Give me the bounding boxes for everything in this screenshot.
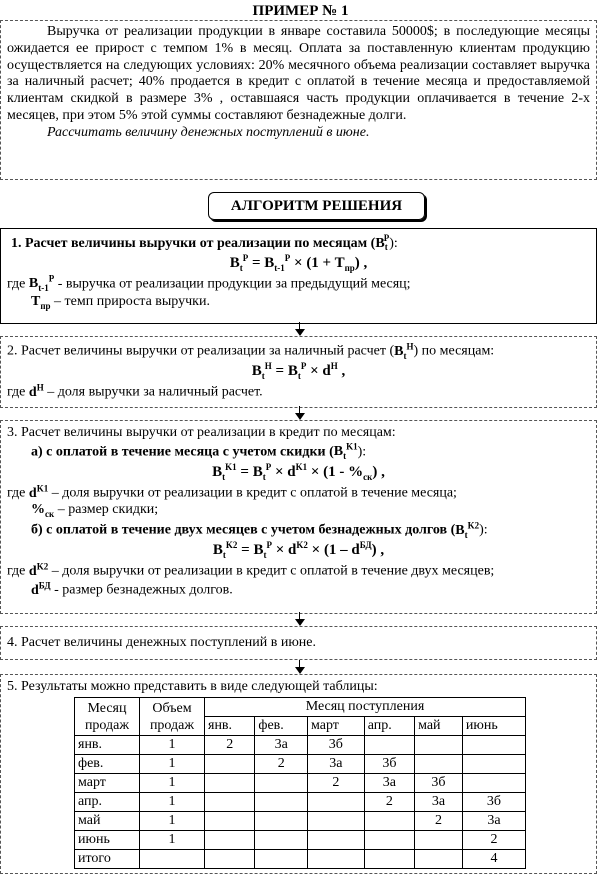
step4-box (0, 626, 597, 660)
step2-box (0, 336, 597, 408)
table-cell (462, 736, 525, 755)
row-label: май (75, 812, 140, 831)
table-cell: 3б (308, 736, 365, 755)
table-row (75, 812, 526, 831)
row-volume (140, 850, 205, 869)
header-volume: Объем продаж (140, 698, 205, 736)
month-header-cell: фев. (255, 717, 308, 736)
step2-def1: где $d^H$ – доля выручки за наличный расчет. (7, 382, 263, 400)
problem-task: Рассчитать величину денежных поступлений в июне. (47, 124, 370, 140)
row-label: янв. (75, 736, 140, 755)
table-cell (205, 812, 255, 831)
table-cell: 2 (308, 774, 365, 793)
row-label: фев. (75, 755, 140, 774)
row-volume: 1 (140, 736, 205, 755)
table-cell (255, 793, 308, 812)
month-header-cell: июнь (462, 717, 525, 736)
step3-box (0, 420, 597, 614)
problem-box (0, 20, 597, 180)
table-cell (255, 812, 308, 831)
table-cell: 3а (308, 755, 365, 774)
step1-def1: где $B_{t-1}^P$ - выручка от реализации продукции за предыдущий месяц; (7, 273, 411, 294)
table-cell: 3а (462, 812, 525, 831)
step3-def2: $\%_{ск}$ – размер скидки; (31, 502, 159, 520)
table-cell (308, 850, 365, 869)
table-cell (255, 774, 308, 793)
step3-def1: где $d^{K1}$ – доля выручки от реализации в кредит с оплатой в течение месяца; (7, 482, 457, 501)
row-volume: 1 (140, 793, 205, 812)
table-row (75, 831, 526, 850)
step2-heading: 2. Расчет величины выручки от реализации за наличный расчет $(B_t^H)$ по месяцам: (7, 341, 495, 361)
arrow-down-icon (295, 660, 305, 674)
table-cell (205, 774, 255, 793)
problem-text: Выручка от реализации продукции в январе составила 50000$; в последующие месяцы ожидается ее прирост с темпом 1% в месяц. Оплата за поставленную клиентам продукцию осуществляется на следующих условиях: 20% месячного объема реализации составляет выручка за наличный расчет; 40% продается в кредит с оплатой в течение месяца и предоставляемой клиентам скидкой в размере 3% , оставшаяся часть продукции оплачивается в течение 2-х месяцев, при этом 5% этой суммы составляют безнадежные долги. (7, 24, 590, 123)
table-cell (205, 850, 255, 869)
table-cell (415, 736, 463, 755)
table-row (75, 774, 526, 793)
table-cell (255, 850, 308, 869)
step5-heading: 5. Результаты можно представить в виде следующей таблицы: (7, 679, 378, 694)
table-cell: 3а (415, 793, 463, 812)
table-cell (462, 755, 525, 774)
table-row (75, 755, 526, 774)
table-cell: 3б (364, 755, 414, 774)
step1-def2: $T_{пр}$ – темп прироста выручки. (31, 293, 210, 311)
table-cell (205, 831, 255, 850)
row-label: июнь (75, 831, 140, 850)
step3-formula-a: $B_t^{K1} = B_t^P \times d^{K1} \times (1 - \%_{ск})$ , (212, 462, 385, 483)
arrow-down-icon (295, 612, 305, 626)
step4-heading: 4. Расчет величины денежных поступлений в июне. (7, 635, 316, 650)
table-cell (205, 755, 255, 774)
arrow-down-icon (295, 406, 305, 420)
table-cell (462, 774, 525, 793)
table-cell (205, 793, 255, 812)
table-cell (364, 850, 414, 869)
algorithm-label: АЛГОРИТМ РЕШЕНИЯ (208, 192, 425, 220)
table-cell: 3а (255, 736, 308, 755)
table-cell: 3а (364, 774, 414, 793)
table-cell: 2 (364, 793, 414, 812)
table-cell (308, 831, 365, 850)
month-header-cell: март (308, 717, 365, 736)
row-label: итого (75, 850, 140, 869)
step1-box (0, 228, 597, 324)
step1-formula: $B_t^P = B_{t-1}^P \times (1 + T_{пр})$ , (229, 252, 368, 273)
table-cell: 4 (462, 850, 525, 869)
table-cell (364, 831, 414, 850)
header-receipts: Месяц поступления (205, 698, 526, 717)
table-cell (308, 812, 365, 831)
table-cell (308, 793, 365, 812)
table-cell (255, 831, 308, 850)
step3-b: б) с оплатой в течение двух месяцев с учетом безнадежных долгов $(B_t^{K2})$: (31, 519, 488, 540)
table-cell: 2 (415, 812, 463, 831)
results-table (74, 697, 526, 869)
row-volume: 1 (140, 774, 205, 793)
table-cell: 2 (255, 755, 308, 774)
table-cell: 3б (462, 793, 525, 812)
table-cell (415, 755, 463, 774)
step3-heading: 3. Расчет величины выручки от реализации в кредит по месяцам: (7, 425, 396, 440)
step3-a: а) с оплатой в течение месяца с учетом скидки $(B_t^{K1})$: (31, 441, 367, 462)
row-volume: 1 (140, 812, 205, 831)
arrow-down-icon (295, 322, 305, 336)
table-cell (364, 736, 414, 755)
table-cell: 2 (205, 736, 255, 755)
table-cell: 3б (415, 774, 463, 793)
step3-def3: где $d^{K2}$ – доля выручки от реализации в кредит с оплатой в течение двух месяцев; (7, 560, 495, 579)
row-label: март (75, 774, 140, 793)
month-header-cell: май (415, 717, 463, 736)
step5-box (0, 674, 597, 874)
step3-def4: $d^{БД}$ - размер безнадежных долгов. (31, 580, 233, 599)
month-header-cell: янв. (205, 717, 255, 736)
example-title: ПРИМЕР № 1 (252, 3, 349, 19)
row-volume: 1 (140, 755, 205, 774)
step3-formula-b: $B_t^{K2} = B_t^P \times d^{K2} \times (1 - d^{БД})$ , (212, 540, 385, 561)
table-cell: 2 (462, 831, 525, 850)
table-row (75, 850, 526, 869)
month-header-cell: апр. (364, 717, 414, 736)
row-label: апр. (75, 793, 140, 812)
step1-heading: 1. Расчет величины выручки от реализации по месяцам $(B_t^P)$: (11, 233, 398, 252)
table-row (75, 793, 526, 812)
table-row (75, 736, 526, 755)
step2-formula: $B_t^H = B_t^P \times d^H$ , (251, 361, 346, 382)
row-volume: 1 (140, 831, 205, 850)
table-cell (415, 831, 463, 850)
table-cell (415, 850, 463, 869)
table-cell (364, 812, 414, 831)
header-month: Месяц продаж (75, 698, 140, 736)
